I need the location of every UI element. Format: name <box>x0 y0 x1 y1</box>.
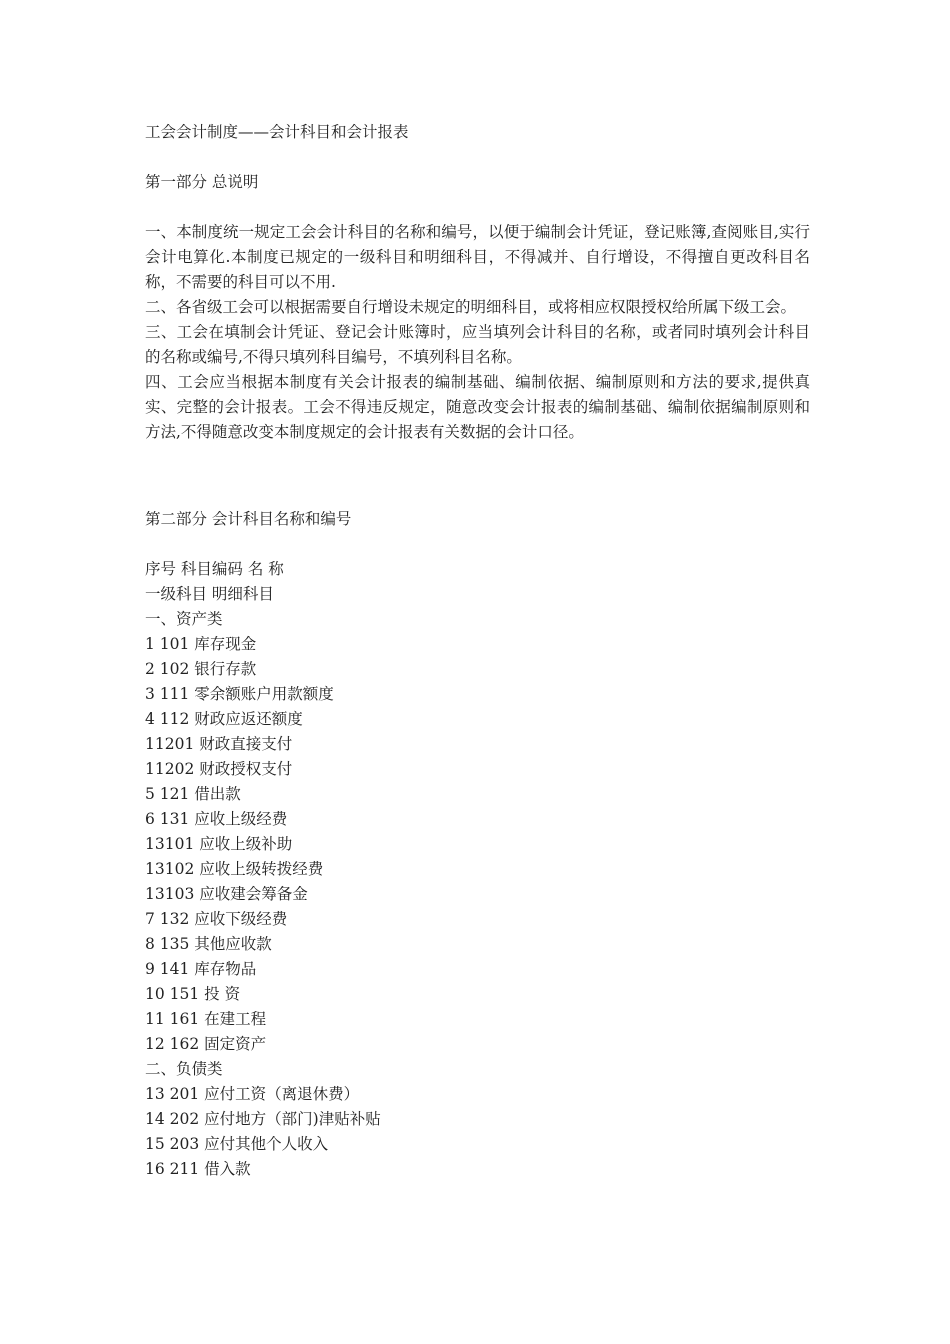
document-page <box>145 120 810 1182</box>
account-line: 二、负债类 <box>145 1060 223 1078</box>
account-line: 2 102 银行存款 <box>145 660 257 678</box>
part1-paragraph-2: 二、各省级工会可以根据需要自行增设未规定的明细科目，或将相应权限授权给所属下级工会。 <box>145 298 797 316</box>
table-header-row: 序号 科目编码 名 称 <box>145 560 284 578</box>
account-line: 13102 应收上级转拨经费 <box>145 860 324 878</box>
account-line: 16 211 借入款 <box>145 1160 251 1178</box>
part1-paragraph-1: 一、本制度统一规定工会会计科目的名称和编号，以便于编制会计凭证，登记账簿,查阅账目,实行会计电算化.本制度已规定的一级科目和明细科目，不得减并、自行增设，不得擅自更改科目名称，不需要的科目可以不用. <box>145 223 810 291</box>
account-line: 8 135 其他应收款 <box>145 935 272 953</box>
account-line: 12 162 固定资产 <box>145 1035 267 1053</box>
account-line: 14 202 应付地方（部门)津贴补贴 <box>145 1110 381 1128</box>
part1-paragraph-3: 三、工会在填制会计凭证、登记会计账簿时，应当填列会计科目的名称，或者同时填列会计科目的名称或编号,不得只填列科目编号，不填列科目名称。 <box>145 323 810 366</box>
spacer <box>145 445 810 507</box>
part1-paragraph-4: 四、工会应当根据本制度有关会计报表的编制基础、编制依据、编制原则和方法的要求,提供真实、完整的会计报表。工会不得违反规定，随意改变会计报表的编制基础、编制依据编制原则和方法,不得随意改变本制度规定的会计报表有关数据的会计口径。 <box>145 373 810 441</box>
account-line: 3 111 零余额账户用款额度 <box>145 685 334 703</box>
account-line: 15 203 应付其他个人收入 <box>145 1135 329 1153</box>
account-line: 4 112 财政应返还额度 <box>145 710 303 728</box>
account-line: 11 161 在建工程 <box>145 1010 267 1028</box>
account-line: 13 201 应付工资（离退休费） <box>145 1085 360 1103</box>
account-line: 11201 财政直接支付 <box>145 735 293 753</box>
spacer <box>145 195 810 220</box>
account-line: 13103 应收建会筹备金 <box>145 885 308 903</box>
account-line: 7 132 应收下级经费 <box>145 910 288 928</box>
account-line: 一、资产类 <box>145 610 223 628</box>
account-line: 1 101 库存现金 <box>145 635 257 653</box>
account-list <box>145 607 810 1182</box>
account-line: 5 121 借出款 <box>145 785 241 803</box>
table-subheader-row: 一级科目 明细科目 <box>145 585 274 603</box>
account-line: 9 141 库存物品 <box>145 960 257 978</box>
account-line: 13101 应收上级补助 <box>145 835 293 853</box>
part2-heading: 第二部分 会计科目名称和编号 <box>145 510 352 528</box>
spacer <box>145 145 810 170</box>
document-title: 工会会计制度——会计科目和会计报表 <box>145 123 409 141</box>
account-line: 11202 财政授权支付 <box>145 760 293 778</box>
spacer <box>145 532 810 557</box>
account-line: 10 151 投 资 <box>145 985 241 1003</box>
part1-heading: 第一部分 总说明 <box>145 173 259 191</box>
account-line: 6 131 应收上级经费 <box>145 810 288 828</box>
